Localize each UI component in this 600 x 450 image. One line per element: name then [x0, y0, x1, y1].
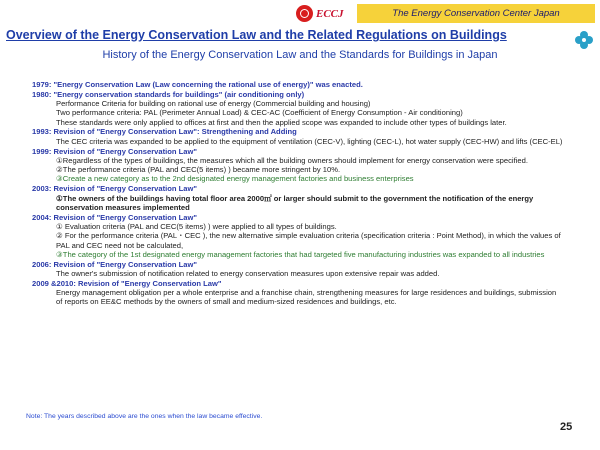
page-title: Overview of the Energy Conservation Law and the Related Regulations on Buildings — [6, 28, 507, 42]
entry-2009-2010 — [32, 279, 564, 307]
entry-1979 — [32, 80, 564, 89]
eccj-logo-text: ECCJ — [316, 7, 344, 20]
entry-line: Two performance criteria: PAL (Perimeter Annual Load) & CEC-AC (Coefficient of Energy Consumption - Air conditioning) — [56, 108, 463, 118]
entry-heading: 2003: Revision of "Energy Conservation Law" — [32, 184, 198, 194]
entry-1999 — [32, 147, 564, 184]
entry-heading: 2006: Revision of "Energy Conservation Law" — [32, 259, 198, 269]
entry-2004 — [32, 213, 564, 259]
entry-heading: 1979: "Energy Conservation Law (Law concerning the rational use of energy)" was enacted. — [32, 80, 363, 89]
footnote: Note: The years described above are the ones when the law became effective. — [26, 413, 263, 420]
entry-line: These standards were only applied to offices at first and then the applied scope was expanded to include other types of buildings later. — [56, 117, 507, 127]
eccj-logo — [296, 5, 344, 22]
page-subtitle: History of the Energy Conservation Law and the Standards for Buildings in Japan — [102, 49, 498, 61]
entry-heading: 2004: Revision of "Energy Conservation Law" — [32, 212, 198, 222]
entry-heading: 2009 &2010: Revision of "Energy Conservation Law" — [32, 278, 222, 288]
entry-line: ② For the performance criteria (PAL・CEC ), the new alternative simple evaluation criteria (specification criteria : Point Method), in which the values of PAL and CEC need not be calculated, — [56, 231, 561, 250]
history-list — [32, 80, 564, 307]
entry-line: Performance Criteria for building on rational use of energy (Commercial building and housing) — [56, 99, 371, 109]
entry-1980 — [32, 90, 564, 127]
entry-line-highlight: ③Create a new category as to the 2nd designated energy management factories and business enterprises — [56, 174, 414, 184]
entry-line: The owner's submission of notification related to energy conservation measures upon extensive repair was added. — [56, 268, 440, 278]
entry-2003 — [32, 184, 564, 212]
clover-icon — [574, 30, 594, 50]
entry-heading: 1980: "Energy conservation standards for buildings" (air conditioning only) — [32, 89, 305, 99]
entry-line: Energy management obligation per a whole enterprise and a franchise chain, strengthening measures for large residences and buildings, submission of reports on EE&C methods by the owners of small and medium-sized residences and buildings, etc. — [56, 288, 557, 307]
entry-heading: 1993: Revision of "Energy Conservation Law": Strengthening and Adding — [32, 127, 297, 137]
entry-line: The CEC criteria was expanded to be applied to the equipment of ventilation (CEC-V), lighting (CEC-L), hot water supply (CEC-HW) and lifts (CEC-EL) — [56, 136, 563, 146]
entry-line: ① Evaluation criteria (PAL and CEC(5 items) ) were applied to all types of buildings. — [56, 221, 337, 231]
page-number: 25 — [560, 421, 573, 433]
organization-banner: The Energy Conservation Center Japan — [357, 4, 595, 23]
entry-line-bold: ①The owners of the buildings having total floor area 2000㎡ or larger should submit to the government the notification of the energy conservation measures implemented — [56, 193, 534, 212]
entry-line-highlight: ③The category of the 1st designated energy management factories that had targeted five manufacturing industries was expanded to all industries — [56, 249, 545, 259]
entry-line: ①Regardless of the types of buildings, the measures which all the building owners should implement for energy conservation were specified. — [56, 155, 528, 165]
entry-heading: 1999: Revision of "Energy Conservation Law" — [32, 146, 198, 156]
entry-line: ②The performance criteria (PAL and CEC(5 items) ) became more stringent by 10%. — [56, 165, 341, 175]
entry-2006 — [32, 260, 564, 279]
eccj-logo-mark — [296, 5, 313, 22]
entry-1993 — [32, 127, 564, 146]
